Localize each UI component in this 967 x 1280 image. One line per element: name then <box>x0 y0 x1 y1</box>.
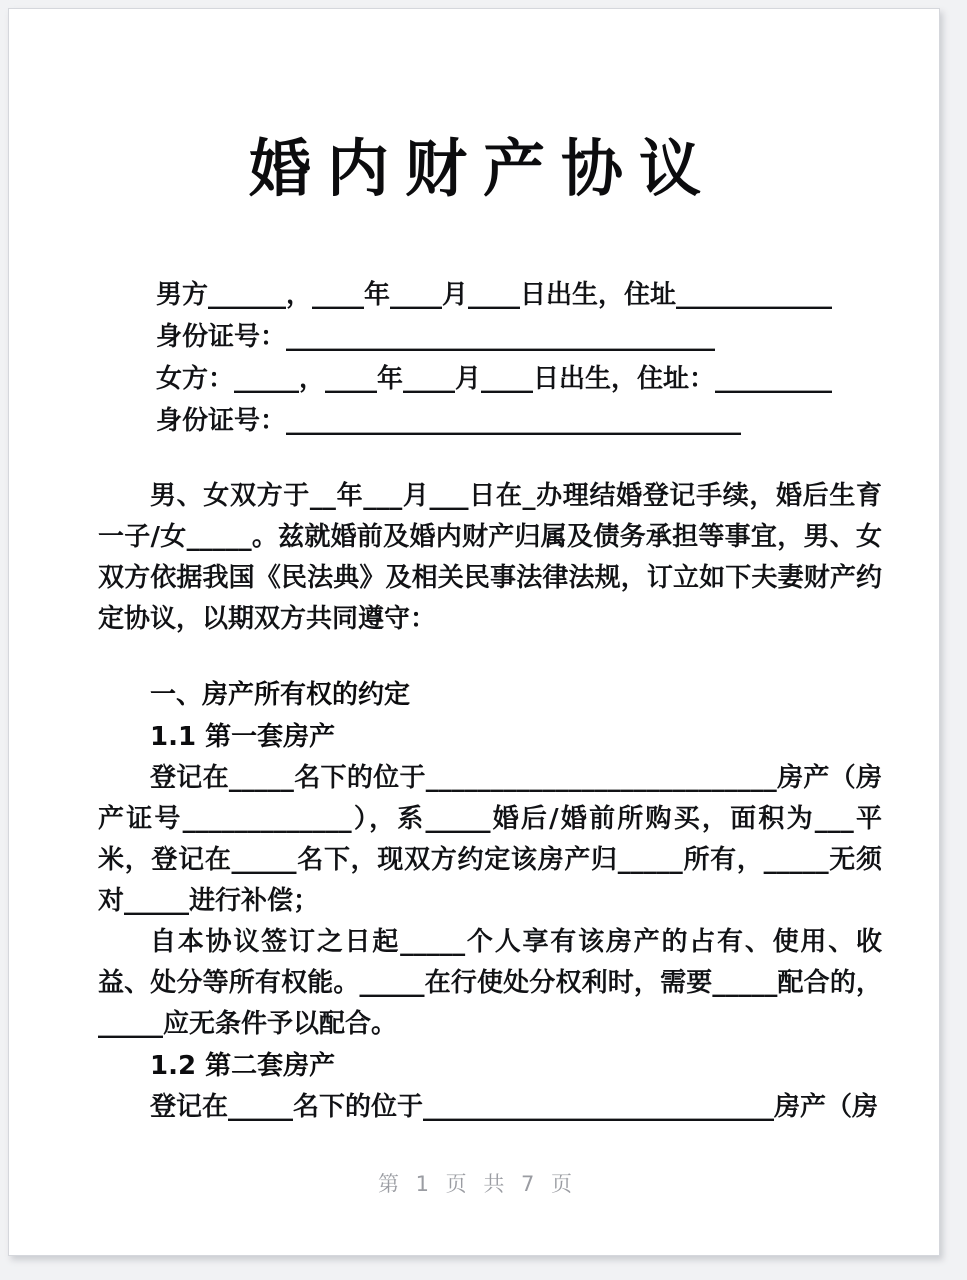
page-title: 婚内财产协议 <box>248 132 717 205</box>
subsection-heading-1-1: 1.1 第一套房产 <box>150 722 336 752</box>
spacer-after-parties <box>98 442 882 476</box>
wife-info-line: 女方：_____，____年____月____日出生，住址：_________ <box>156 364 833 394</box>
subsection-1-2-paragraph-1: 登记在_____名下的位于___________________________房产（房 <box>150 1092 879 1122</box>
document-page <box>8 8 940 1256</box>
preamble-paragraph: 男、女双方于__年___月___日在_办理结婚登记手续，婚后生育一子/女_____。兹就婚前及婚内财产归属及债务承担等事宜，男、女双方依据我国《民法典》及相关民事法律法规，订立如下夫妻财产约定协议，以期双方共同遵守： <box>98 481 882 634</box>
document-body <box>98 274 882 1128</box>
husband-id-line: 身份证号：_________________________________ <box>156 322 716 352</box>
wife-id-line: 身份证号：___________________________________ <box>156 406 742 436</box>
parties-block <box>156 274 882 442</box>
section-heading-1: 一、房产所有权的约定 <box>150 680 411 710</box>
spacer-after-preamble <box>98 640 882 674</box>
subsection-1-1-paragraph-2: 自本协议签订之日起_____个人享有该房产的占有、使用、收益、处分等所有权能。_____在行使处分权利时，需要_____配合的，_____应无条件予以配合。 <box>98 927 882 1039</box>
husband-info-line: 男方______，____年____月____日出生，住址____________ <box>156 280 833 310</box>
subsection-heading-1-2: 1.2 第二套房产 <box>150 1051 336 1081</box>
subsection-1-1-paragraph-1: 登记在_____名下的位于___________________________房产（房产证号_____________），系_____婚后/婚前所购买，面积为___平米，登记在_____名下，现双方约定该房产归_____所有，_____无须对_____进行补偿； <box>98 763 882 916</box>
page-footer: 第 1 页 共 7 页 <box>377 1172 578 1196</box>
